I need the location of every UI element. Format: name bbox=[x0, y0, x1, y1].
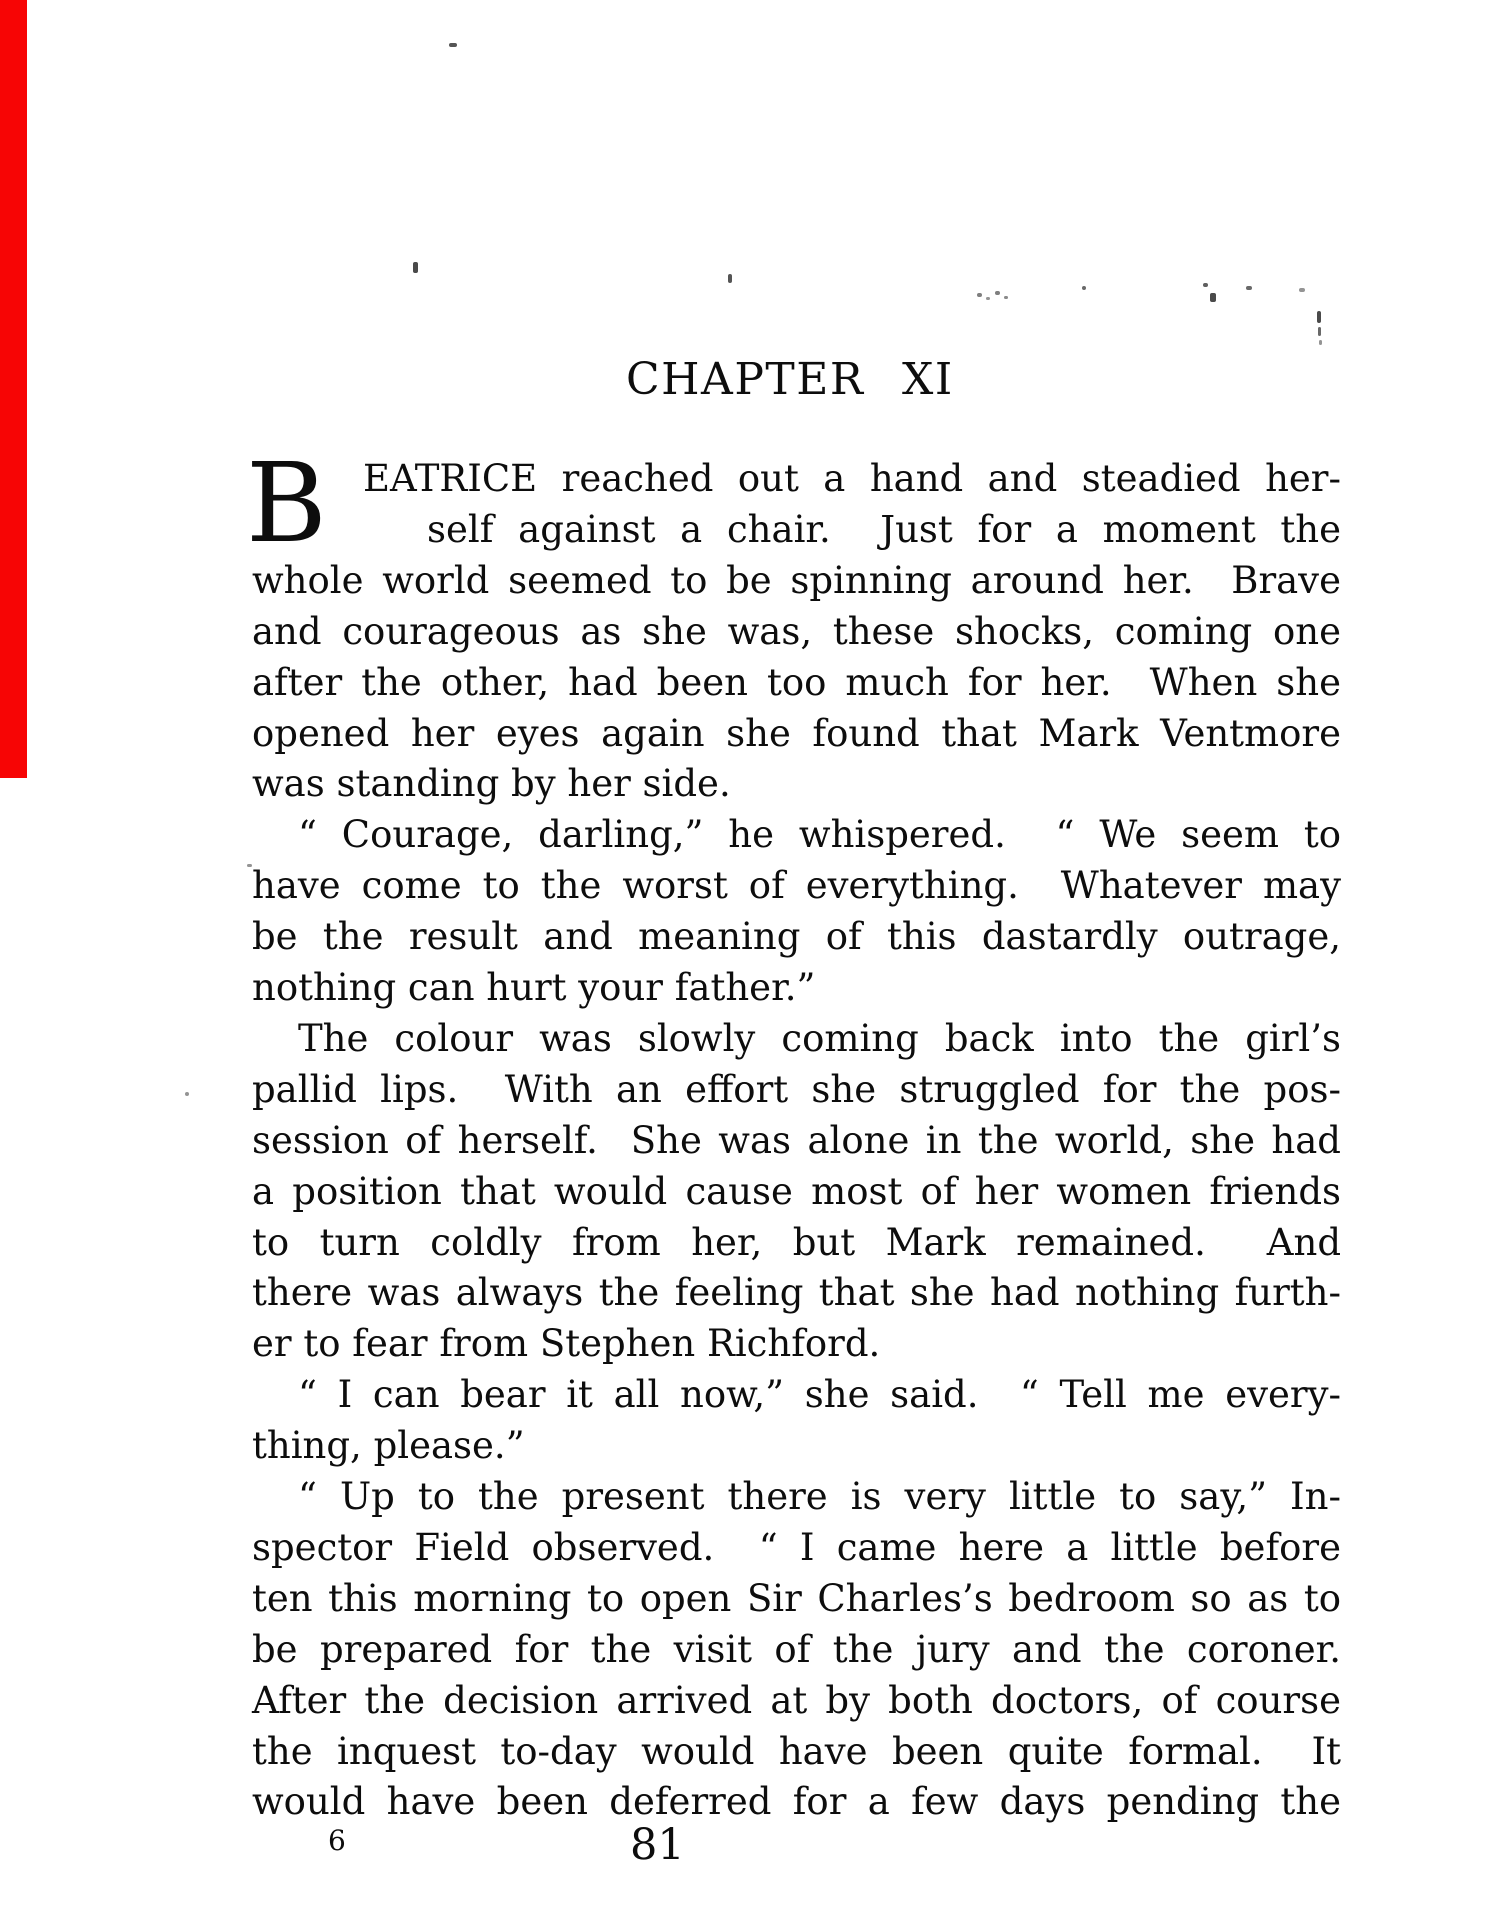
text-line: “ Courage, darling,” he whispered. “ We seem to bbox=[298, 813, 1341, 856]
text-line: was standing by her side. bbox=[252, 762, 731, 805]
text-line: The colour was slowly coming back into the girl’s bbox=[298, 1017, 1341, 1060]
text-line: EATRICE reached out a hand and steadied her- bbox=[363, 457, 1341, 500]
text-line: “ Up to the present there is very little to say,” In- bbox=[298, 1475, 1341, 1518]
text-line: ten this morning to open Sir Charles’s bedroom so as to bbox=[252, 1577, 1341, 1620]
scan-speck bbox=[1246, 286, 1252, 290]
scan-speck bbox=[185, 1092, 189, 1096]
text-line: er to fear from Stephen Richford. bbox=[252, 1322, 881, 1365]
scan-speck bbox=[413, 262, 418, 273]
text-line: self against a chair. Just for a moment the bbox=[427, 508, 1341, 551]
text-line: thing, please.” bbox=[252, 1424, 525, 1467]
scan-speck bbox=[1210, 293, 1216, 302]
scan-speck bbox=[1319, 340, 1322, 345]
text-line: be the result and meaning of this dastardly outrage, bbox=[252, 915, 1341, 958]
scan-speck bbox=[449, 43, 457, 47]
scan-speck bbox=[247, 864, 252, 867]
scan-speck bbox=[1317, 311, 1321, 323]
text-line: a position that would cause most of her women friends bbox=[252, 1170, 1341, 1213]
scan-speck bbox=[1082, 286, 1086, 290]
drop-cap: B bbox=[246, 439, 327, 567]
scan-speck bbox=[995, 291, 1000, 295]
text-line: the inquest to-day would have been quite formal. It bbox=[252, 1730, 1341, 1773]
text-line: there was always the feeling that she had nothing furth- bbox=[252, 1271, 1341, 1314]
text-line: nothing can hurt your father.” bbox=[252, 966, 816, 1009]
scan-speck bbox=[728, 274, 732, 283]
text-line: whole world seemed to be spinning around her. Brave bbox=[252, 559, 1341, 602]
text-line: be prepared for the visit of the jury and the coroner. bbox=[252, 1628, 1341, 1671]
chapter-heading: CHAPTER XI bbox=[626, 354, 954, 405]
signature-mark: 6 bbox=[328, 1824, 346, 1857]
text-line: opened her eyes again she found that Mark Ventmore bbox=[252, 712, 1341, 755]
text-line: have come to the worst of everything. Whatever may bbox=[252, 864, 1341, 907]
scan-speck bbox=[1318, 327, 1321, 336]
scan-speck bbox=[977, 293, 982, 297]
text-line: spector Field observed. “ I came here a little before bbox=[252, 1526, 1341, 1569]
text-line: would have been deferred for a few days pending the bbox=[252, 1780, 1341, 1823]
scan-edge-red-strip bbox=[0, 0, 27, 778]
text-line: pallid lips. With an effort she struggled for the pos- bbox=[252, 1068, 1341, 1111]
page-number: 81 bbox=[630, 1820, 685, 1870]
text-line: to turn coldly from her, but Mark remained. And bbox=[252, 1221, 1341, 1264]
text-line: session of herself. She was alone in the world, she had bbox=[252, 1119, 1341, 1162]
scan-speck bbox=[1299, 288, 1305, 292]
scan-speck bbox=[986, 297, 990, 300]
scan-speck bbox=[1004, 296, 1008, 299]
text-line: after the other, had been too much for her. When she bbox=[252, 661, 1341, 704]
text-line: and courageous as she was, these shocks, coming one bbox=[252, 610, 1341, 653]
scan-speck bbox=[1203, 283, 1208, 287]
text-line: After the decision arrived at by both doctors, of course bbox=[252, 1679, 1341, 1722]
text-line: “ I can bear it all now,” she said. “ Tell me every- bbox=[298, 1373, 1341, 1416]
